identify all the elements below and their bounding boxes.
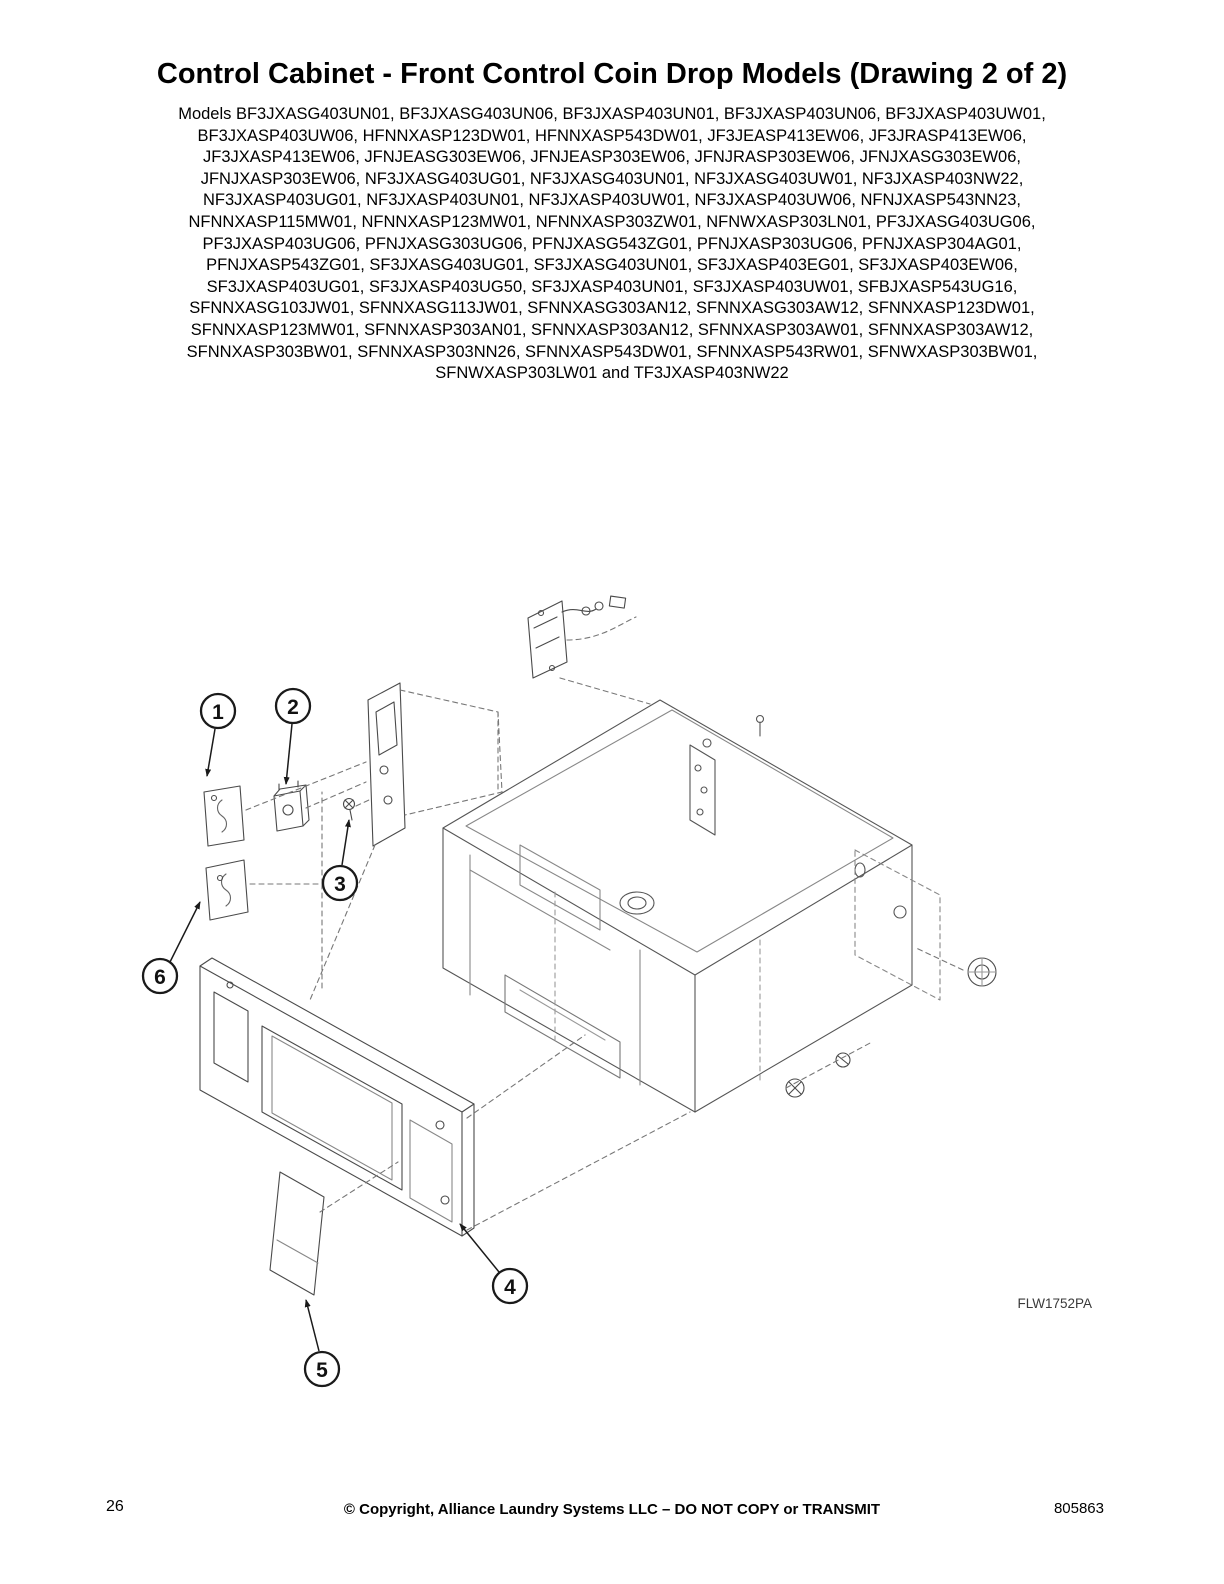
- model-list-line: JFNJXASP303EW06, NF3JXASG403UG01, NF3JXASG403UN01, NF3JXASG403UW01, NF3JXASP403NW22,: [200, 169, 1024, 188]
- model-list-line: NF3JXASP403UG01, NF3JXASP403UN01, NF3JXASP403UW01, NF3JXASP403UW06, NFNJXASP543NN23,: [202, 191, 1021, 210]
- svg-text:5: 5: [316, 1359, 328, 1382]
- model-list-line: SFNNXASP123MW01, SFNNXASP303AN01, SFNNXASP303AN12, SFNNXASP303AW01, SFNNXASP303AW12,: [190, 320, 1034, 339]
- front-panel: [200, 958, 474, 1236]
- svg-text:1: 1: [212, 701, 224, 724]
- cabinet-body: [443, 700, 940, 1112]
- svg-text:6: 6: [154, 966, 166, 989]
- keyhole-bracket-1: [204, 786, 244, 846]
- callout-2: [276, 689, 310, 784]
- model-list-line: SF3JXASP403UG01, SF3JXASP403UG50, SF3JXASP403UN01, SF3JXASP403UW01, SFBJXASP543UG16,: [206, 277, 1018, 296]
- callouts: [143, 689, 527, 1386]
- callout-5: [305, 1300, 339, 1386]
- callout-4: [460, 1224, 527, 1303]
- control-bracket: [368, 683, 502, 846]
- placard: [270, 1172, 324, 1295]
- page-number: 26: [106, 1498, 124, 1515]
- mounting-screws: [786, 1053, 850, 1097]
- model-list-line: JF3JXASP413EW06, JFNJEASG303EW06, JFNJEASP303EW06, JFNJRASP303EW06, JFNJXASG303EW06,: [203, 148, 1021, 167]
- model-list-line: NFNNXASP115MW01, NFNNXASP123MW01, NFNNXASP303ZW01, NFNWXASP303LN01, PF3JXASG403UG06,: [188, 212, 1036, 231]
- screw-3: [344, 799, 355, 821]
- model-list-line: PFNJXASP543ZG01, SF3JXASG403UG01, SF3JXASG403UN01, SF3JXASP403EG01, SF3JXASP403EW06,: [206, 256, 1018, 275]
- model-list-line: PF3JXASP403UG06, PFNJXASG303UG06, PFNJXASG543ZG01, PFNJXASP303UG06, PFNJXASP304AG01,: [202, 234, 1022, 253]
- coin-switch-2: [274, 781, 309, 831]
- model-list-line: SFNNXASP303BW01, SFNNXASP303NN26, SFNNXASP543DW01, SFNNXASP543RW01, SFNWXASP303BW01,: [186, 342, 1038, 361]
- keyhole-bracket-6: [206, 860, 248, 920]
- top-bracket-assembly: [528, 596, 650, 704]
- figure-code: FLW1752PA: [1017, 1296, 1092, 1311]
- callout-1: [201, 694, 235, 776]
- svg-text:4: 4: [504, 1276, 516, 1299]
- lock-knob: [968, 958, 996, 986]
- model-list-line: SFNWXASP303LW01 and TF3JXASP403NW22: [435, 364, 789, 383]
- projection-lines: [246, 762, 963, 1230]
- callout-6: [143, 902, 200, 993]
- copyright-line: © Copyright, Alliance Laundry Systems LLC – DO NOT COPY or TRANSMIT: [343, 1501, 881, 1518]
- model-list-line: SFNNXASG103JW01, SFNNXASG113JW01, SFNNXASG303AN12, SFNNXASG303AW12, SFNNXASP123DW01,: [189, 299, 1035, 318]
- model-list-line: Models BF3JXASG403UN01, BF3JXASG403UN06, BF3JXASP403UN01, BF3JXASP403UN06, BF3JXASP403UW01,: [178, 105, 1046, 123]
- page-title: Control Cabinet - Front Control Coin Drop Models (Drawing 2 of 2): [156, 58, 1068, 90]
- doc-number: 805863: [1053, 1500, 1104, 1517]
- svg-text:2: 2: [287, 696, 299, 719]
- callout-3: [323, 820, 357, 900]
- svg-text:3: 3: [334, 873, 346, 896]
- model-list-line: BF3JXASP403UW06, HFNNXASP123DW01, HFNNXASP543DW01, JF3JEASP413EW06, JF3JRASP413EW06,: [197, 126, 1027, 145]
